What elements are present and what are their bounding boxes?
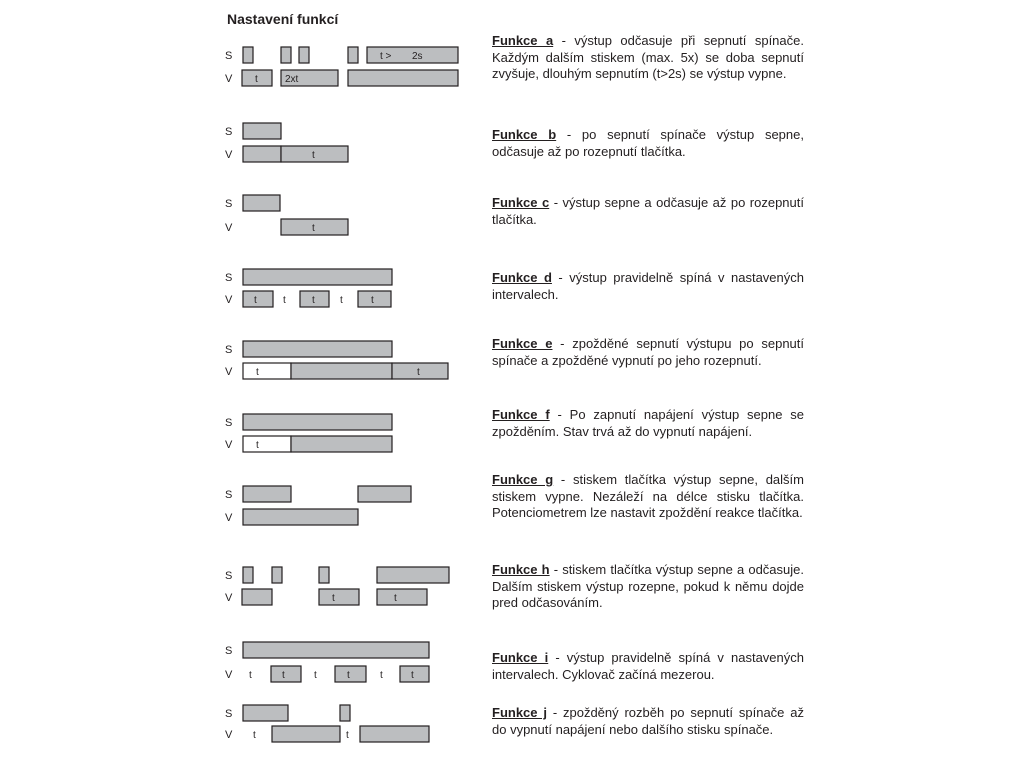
function-f-text: - Po zapnutí napájení výstup sepne se zpožděním. Stav trvá až do vypnutí napájení. (492, 407, 804, 439)
switch-pulse-block (358, 486, 411, 502)
timing-label: t (254, 295, 257, 306)
output-pulse-block (243, 291, 273, 307)
row-label-v: V (225, 512, 233, 524)
switch-pulse-block (243, 642, 429, 658)
timing-label: 2xt (285, 74, 299, 85)
timing-label: t (411, 670, 414, 681)
timing-label: t > (380, 51, 392, 62)
output-pulse-block (243, 436, 291, 452)
timing-label: t (417, 367, 420, 378)
timing-label: t (249, 670, 252, 681)
output-pulse-block (400, 666, 429, 682)
row-label-s: S (225, 50, 233, 62)
timing-label: t (256, 367, 259, 378)
diagram-function-c (225, 195, 348, 235)
function-c-name: Funkce c (492, 195, 550, 210)
switch-pulse-block (243, 269, 392, 285)
timing-label: t (255, 74, 258, 85)
row-label-v: V (225, 439, 233, 451)
function-a-name: Funkce a (492, 33, 554, 48)
row-label-v: V (225, 222, 233, 234)
timing-label: t (332, 593, 335, 604)
row-label-s: S (225, 489, 233, 501)
output-pulse-block (358, 291, 391, 307)
diagram-function-b (225, 123, 348, 162)
function-e-name: Funkce e (492, 336, 553, 351)
function-a-text: - výstup odčasuje při sepnutí spínače. Každým dalším stiskem (max. 5x) se doba sepnutí zvyšuje, dlouhým sepnutím (t>2s) se výstup vypne. (492, 33, 804, 81)
row-label-v: V (225, 669, 233, 681)
output-pulse-block (335, 666, 366, 682)
switch-pulse-block (319, 567, 329, 583)
output-pulse-block (392, 363, 448, 379)
timing-diagrams (0, 0, 490, 768)
diagram-function-f (225, 414, 392, 452)
output-pulse-block (243, 509, 358, 525)
row-label-s: S (225, 570, 233, 582)
row-label-s: S (225, 126, 233, 138)
switch-pulse-block (243, 414, 392, 430)
diagram-function-i (225, 642, 429, 682)
output-pulse-block (272, 726, 340, 742)
function-d-description (492, 270, 804, 303)
diagram-function-e (225, 341, 448, 379)
function-b-text: - po sepnutí spínače výstup sepne, odčasuje až po rozepnutí tlačítka. (492, 127, 804, 159)
function-d-name: Funkce d (492, 270, 552, 285)
output-pulse-block (243, 363, 291, 379)
timing-label: t (312, 295, 315, 306)
row-label-s: S (225, 344, 233, 356)
function-d-text: - výstup pravidelně spíná v nastavených intervalech. (492, 270, 804, 302)
switch-pulse-block (243, 567, 253, 583)
timing-label: t (312, 223, 315, 234)
output-pulse-block (360, 726, 429, 742)
output-pulse-block (291, 363, 392, 379)
function-f-name: Funkce f (492, 407, 550, 422)
diagram-function-g (225, 486, 411, 525)
function-e-text: - zpožděné sepnutí výstupu po sepnutí spínače a zpožděné vypnutí po jeho rozepnutí. (492, 336, 805, 368)
output-pulse-block (348, 70, 458, 86)
function-j-name: Funkce j (492, 705, 547, 720)
switch-pulse-block (377, 567, 449, 583)
timing-label: t (394, 593, 397, 604)
diagram-function-h (225, 567, 449, 605)
function-j-description (492, 705, 804, 738)
function-h-name: Funkce h (492, 562, 550, 577)
function-i-text: - výstup pravidelně spíná v nastavených intervalech. Cyklovač začíná mezerou. (492, 650, 804, 682)
page-title: Nastavení funkcí (227, 11, 339, 27)
function-c-description (492, 195, 804, 228)
output-pulse-block (242, 589, 272, 605)
switch-pulse-block (348, 47, 358, 63)
diagram-function-a (225, 47, 458, 86)
switch-pulse-block (243, 123, 281, 139)
row-label-v: V (225, 366, 233, 378)
switch-pulse-block (243, 705, 288, 721)
function-b-description (492, 127, 804, 160)
output-pulse-block (377, 589, 427, 605)
timing-label: t (346, 730, 349, 741)
timing-label: t (283, 295, 286, 306)
row-label-s: S (225, 417, 233, 429)
row-label-v: V (225, 592, 233, 604)
diagram-function-j (225, 705, 429, 742)
function-a-description (492, 33, 804, 83)
switch-pulse-block (281, 47, 291, 63)
output-pulse-block (243, 146, 281, 162)
output-pulse-block (319, 589, 359, 605)
row-label-s: S (225, 272, 233, 284)
row-label-s: S (225, 708, 233, 720)
switch-pulse-block (272, 567, 282, 583)
function-g-name: Funkce g (492, 472, 554, 487)
timing-label: t (340, 295, 343, 306)
timing-label: t (282, 670, 285, 681)
row-label-v: V (225, 294, 233, 306)
row-label-s: S (225, 198, 233, 210)
function-e-description (492, 336, 804, 369)
function-h-description (492, 562, 804, 612)
row-label-v: V (225, 729, 233, 741)
function-g-description (492, 472, 804, 522)
function-c-text: - výstup sepne a odčasuje až po rozepnutí tlačítka. (492, 195, 804, 227)
switch-pulse-block (340, 705, 350, 721)
function-i-name: Funkce i (492, 650, 549, 665)
output-pulse-block (291, 436, 392, 452)
switch-pulse-block (299, 47, 309, 63)
timing-label: t (256, 440, 259, 451)
switch-pulse-block (243, 195, 280, 211)
switch-pulse-block (243, 341, 392, 357)
timing-label: t (347, 670, 350, 681)
row-label-v: V (225, 73, 233, 85)
function-j-text: - zpožděný rozběh po sepnutí spínače až do vypnutí napájení nebo dalšího stisku spínače. (492, 705, 804, 737)
function-g-text: - stiskem tlačítka výstup sepne, dalším stiskem vypne. Nezáleží na délce stisku tlačítka. Potenciometrem lze nastavit zpoždění reakce tlačítka. (492, 472, 804, 520)
switch-pulse-block (243, 486, 291, 502)
function-f-description (492, 407, 804, 440)
timing-label: t (312, 150, 315, 161)
timing-label: t (380, 670, 383, 681)
timing-label: 2s (412, 51, 423, 62)
function-h-text: - stiskem tlačítka výstup sepne a odčasuje. Dalším stiskem výstup rozepne, pokud k němu dojde pred odčasováním. (492, 562, 804, 610)
row-label-v: V (225, 149, 233, 161)
switch-pulse-block (243, 47, 253, 63)
function-b-name: Funkce b (492, 127, 557, 142)
row-label-s: S (225, 645, 233, 657)
timing-label: t (253, 730, 256, 741)
function-i-description (492, 650, 804, 683)
timing-label: t (371, 295, 374, 306)
diagram-function-d (225, 269, 392, 307)
timing-label: t (314, 670, 317, 681)
output-pulse-block (271, 666, 301, 682)
